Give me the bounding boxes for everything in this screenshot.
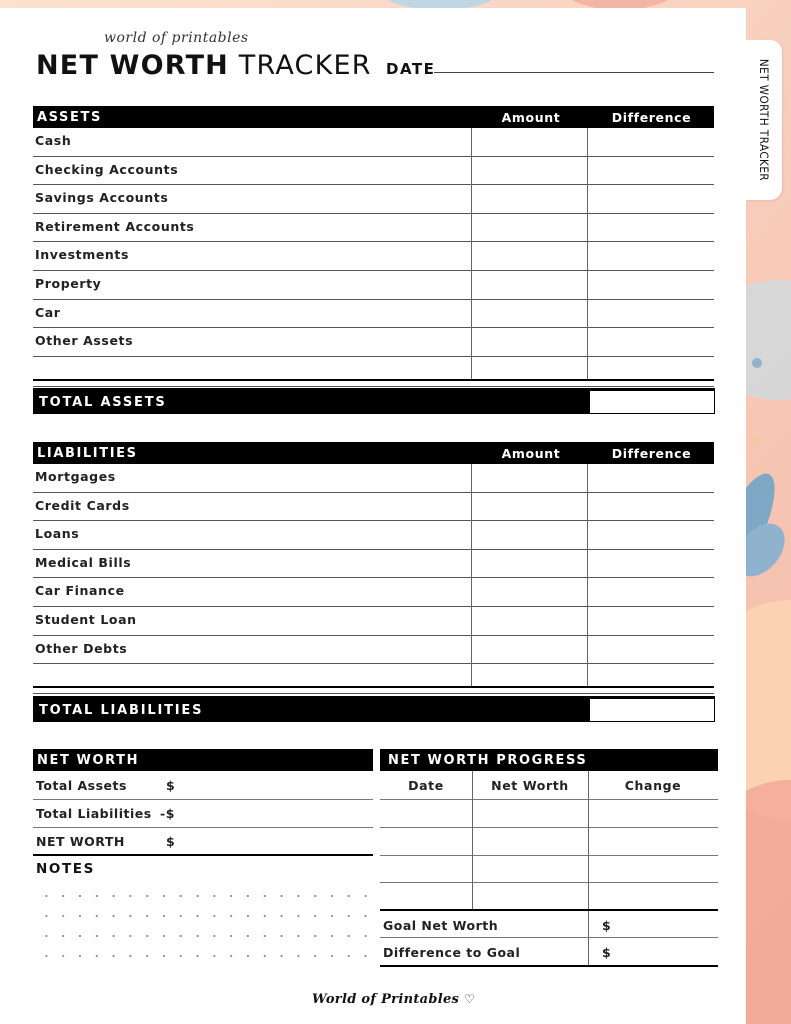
date-input-line[interactable] [434,72,714,73]
difference-to-goal-symbol: $ [602,945,612,960]
table-row[interactable] [33,157,714,185]
table-row[interactable] [33,357,714,387]
date-label: DATE [386,60,436,78]
progress-change-header: Change [624,778,682,793]
divider [380,937,718,938]
divider [380,909,718,911]
total-assets-field[interactable] [589,390,715,414]
table-row[interactable] [33,521,714,550]
liabilities-table [33,464,714,694]
goal-net-worth-label: Goal Net Worth [383,918,499,933]
assets-amount-header: Amount [501,109,561,125]
table-row[interactable] [33,300,714,328]
assets-column-divider [471,128,472,380]
row-label: Cash [35,133,72,148]
table-row[interactable] [33,664,714,694]
row-label: Loans [35,526,80,541]
progress-header-bar [380,749,718,771]
liabilities-header-bar [33,442,714,464]
divider [33,799,373,800]
table-row[interactable] [33,271,714,300]
assets-column-divider [587,128,588,380]
row-label: Medical Bills [35,555,132,570]
total-liabilities-field[interactable] [589,698,715,722]
nw-total-assets-symbol: $ [166,778,176,793]
total-liabilities-bar [33,696,715,722]
total-liabilities-label: TOTAL LIABILITIES [39,702,204,718]
net-worth-header: NET WORTH [37,752,140,768]
progress-header: NET WORTH PROGRESS [388,752,588,768]
table-row[interactable] [33,578,714,607]
row-label: Property [35,276,102,291]
liabilities-difference-header: Difference [611,445,692,461]
assets-header-bar [33,106,714,128]
divider [380,882,718,883]
table-row[interactable] [33,185,714,214]
nw-total-liabilities-symbol: -$ [160,806,175,821]
row-label: Student Loan [35,612,137,627]
liabilities-amount-header: Amount [501,445,561,461]
assets-bottom-rule [33,379,714,381]
nw-net-worth-symbol: $ [166,834,176,849]
footer-logo [312,992,475,1007]
goal-net-worth-symbol: $ [602,918,612,933]
progress-date-header: Date [408,778,444,793]
nw-total-liabilities-label: Total Liabilities [36,806,152,821]
divider [380,799,718,800]
table-row[interactable] [33,328,714,357]
row-label: Credit Cards [35,498,130,513]
nw-net-worth-label: NET WORTH [36,834,125,849]
liabilities-header: LIABILITIES [37,445,138,461]
notes-dot-grid[interactable] [38,886,374,970]
brand-script-logo: world of printables [104,30,249,46]
side-tab-label: NET WORTH TRACKER [757,58,771,182]
assets-header: ASSETS [37,109,102,125]
table-row[interactable] [33,607,714,636]
row-label: Investments [35,247,130,262]
divider [33,827,373,828]
row-label: Checking Accounts [35,162,179,177]
net-worth-header-bar [33,749,373,771]
row-label: Savings Accounts [35,190,169,205]
row-label: Mortgages [35,469,116,484]
liabilities-column-divider [471,464,472,687]
progress-column-divider [588,771,589,965]
divider [380,827,718,828]
total-assets-bar [33,388,715,414]
title-light: TRACKER [238,50,372,81]
page-title [36,50,372,81]
title-bold: NET WORTH [36,50,229,81]
side-tab[interactable] [746,40,782,200]
progress-networth-header: Net Worth [491,778,569,793]
difference-to-goal-label: Difference to Goal [383,945,521,960]
row-label: Car Finance [35,583,125,598]
row-label: Car [35,305,61,320]
footer-brand: World of Printables [312,992,460,1007]
divider [33,854,373,856]
assets-difference-header: Difference [611,109,692,125]
row-label: Other Debts [35,641,128,656]
table-row[interactable] [33,128,714,157]
nw-total-assets-label: Total Assets [36,778,127,793]
table-row[interactable] [33,550,714,578]
divider [380,965,718,967]
progress-column-divider [472,771,473,909]
table-row[interactable] [33,493,714,521]
notes-title: NOTES [36,861,95,877]
row-label: Other Assets [35,333,134,348]
total-assets-label: TOTAL ASSETS [39,394,167,410]
liabilities-bottom-rule [33,686,714,688]
heart-icon: ♡ [464,992,476,1006]
table-row[interactable] [33,242,714,271]
table-row[interactable] [33,214,714,242]
divider [380,855,718,856]
liabilities-column-divider [587,464,588,687]
assets-table [33,128,714,387]
table-row[interactable] [33,636,714,664]
table-row[interactable] [33,464,714,493]
row-label: Retirement Accounts [35,219,195,234]
